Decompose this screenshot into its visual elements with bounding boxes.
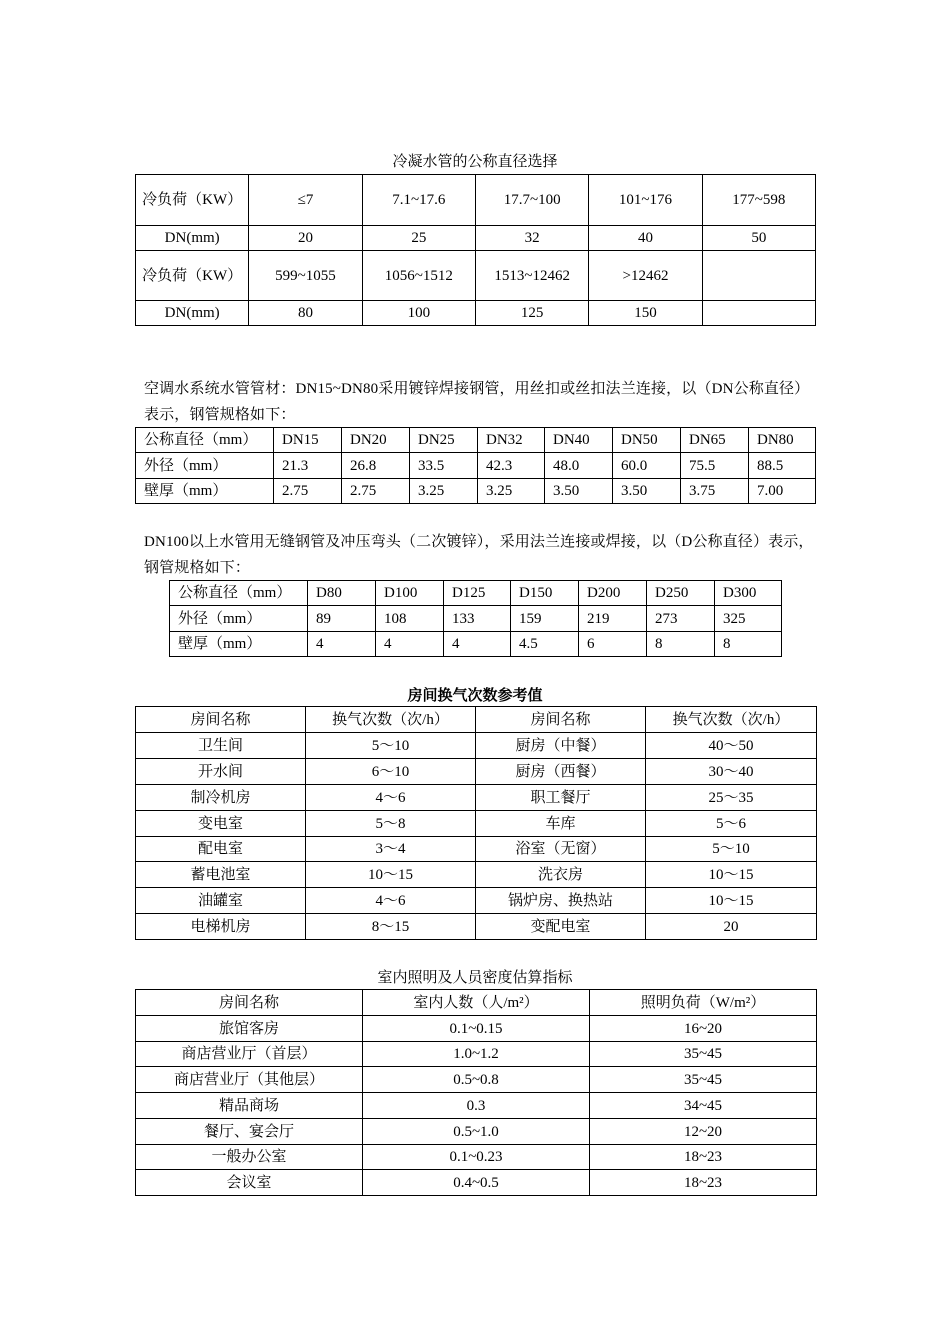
table-cell: 80 [249, 301, 362, 326]
table-cell: 89 [308, 606, 376, 632]
table-cell: 3.75 [681, 479, 749, 504]
table-cell: 26.8 [342, 453, 410, 479]
table-cell: 0.1~0.23 [363, 1145, 590, 1170]
table-cell: 旅馆客房 [136, 1016, 363, 1042]
table-cell: 16~20 [590, 1016, 817, 1042]
table-cell: 75.5 [681, 453, 749, 479]
table-cell: 3.50 [545, 479, 613, 504]
table-cell: 125 [475, 301, 588, 326]
table-cell: 职工餐厅 [476, 785, 646, 811]
table-cell: 商店营业厅（首层） [136, 1042, 363, 1067]
table-cell: 4.5 [511, 632, 579, 657]
table-cell: D100 [376, 581, 444, 606]
table-cell: 34~45 [590, 1093, 817, 1119]
table-cell: 101~176 [589, 175, 702, 226]
row-header: 壁厚（mm） [136, 479, 274, 504]
table-cell: 100 [362, 301, 475, 326]
column-header: 房间名称 [476, 707, 646, 733]
table-cell: 7.00 [749, 479, 816, 504]
table-cell: 133 [444, 606, 511, 632]
table-cell: D250 [647, 581, 715, 606]
table-cell: 32 [475, 226, 588, 251]
table-cell: 1056~1512 [362, 251, 475, 301]
table-cell: 变电室 [136, 811, 306, 837]
table-cell: 18~23 [590, 1145, 817, 1170]
table-cell: 0.4~0.5 [363, 1170, 590, 1196]
welded-pipe-paragraph: 空调水系统水管管材：DN15~DN80采用镀锌焊接钢管，用丝扣或丝扣法兰连接，以（DN公称直径）表示，钢管规格如下： [144, 381, 810, 423]
table-cell: 一般办公室 [136, 1145, 363, 1170]
lighting-density-table-title: 室内照明及人员密度估算指标 [377, 970, 573, 986]
table-cell: 599~1055 [249, 251, 362, 301]
table-cell: 33.5 [410, 453, 478, 479]
table-cell: >12462 [589, 251, 702, 301]
table-cell: 浴室（无窗） [476, 837, 646, 862]
table-cell: 2.75 [274, 479, 342, 504]
row-header: 外径（mm） [170, 606, 308, 632]
column-header: 房间名称 [136, 707, 306, 733]
table-cell: 7.1~17.6 [362, 175, 475, 226]
table-cell: 4～6 [306, 785, 476, 811]
table-cell: 油罐室 [136, 888, 306, 914]
table-cell: 1513~12462 [475, 251, 588, 301]
table-cell: 0.5~1.0 [363, 1119, 590, 1145]
table-cell: 50 [702, 226, 815, 251]
table-cell: 3～4 [306, 837, 476, 862]
table-cell: 配电室 [136, 837, 306, 862]
cell-header-cooling-load: 冷负荷（KW） [136, 175, 249, 226]
table-cell: 273 [647, 606, 715, 632]
column-header: 房间名称 [136, 990, 363, 1016]
table-cell: 5～10 [646, 837, 817, 862]
table-cell: 精品商场 [136, 1093, 363, 1119]
table-cell: 0.3 [363, 1093, 590, 1119]
table-cell: 6 [579, 632, 647, 657]
table-cell: 4 [308, 632, 376, 657]
table-cell: 5～8 [306, 811, 476, 837]
table-cell: 4 [376, 632, 444, 657]
welded-steel-pipe-table [135, 427, 816, 504]
table-cell: 6～10 [306, 759, 476, 785]
row-header: 外径（mm） [136, 453, 274, 479]
column-header: 换气次数（次/h） [306, 707, 476, 733]
table-cell: 40～50 [646, 733, 817, 759]
seamless-pipe-paragraph: DN100以上水管用无缝钢管及冲压弯头（二次镀锌），采用法兰连接或焊接，以（D公称直径）表示，钢管规格如下： [144, 534, 814, 576]
table-cell: 蓄电池室 [136, 862, 306, 888]
air-change-rate-table [135, 706, 817, 940]
table-cell: 150 [589, 301, 702, 326]
table-cell: DN65 [681, 428, 749, 453]
table-cell: DN50 [613, 428, 681, 453]
table-cell: 25～35 [646, 785, 817, 811]
table-cell: 159 [511, 606, 579, 632]
table-cell: 2.75 [342, 479, 410, 504]
table-cell: 35~45 [590, 1067, 817, 1093]
table-cell: 20 [249, 226, 362, 251]
table-cell: 21.3 [274, 453, 342, 479]
table-cell: 10～15 [306, 862, 476, 888]
table-cell: 变配电室 [476, 914, 646, 940]
table-cell: DN15 [274, 428, 342, 453]
table-cell: D150 [511, 581, 579, 606]
table-cell: 40 [589, 226, 702, 251]
table-cell: 3.25 [478, 479, 545, 504]
table-cell: 177~598 [702, 175, 815, 226]
table-cell: DN20 [342, 428, 410, 453]
table-cell [702, 251, 815, 301]
condensate-pipe-table [135, 174, 816, 326]
table-cell: 108 [376, 606, 444, 632]
air-change-table-title: 房间换气次数参考值 [407, 688, 543, 704]
column-header: 换气次数（次/h） [646, 707, 817, 733]
table-cell: 会议室 [136, 1170, 363, 1196]
table-cell: 锅炉房、换热站 [476, 888, 646, 914]
table-cell: 3.25 [410, 479, 478, 504]
table-cell: DN25 [410, 428, 478, 453]
cell-header-dn: DN(mm) [136, 301, 249, 326]
table-cell: 18~23 [590, 1170, 817, 1196]
table-cell: D200 [579, 581, 647, 606]
table-cell: 48.0 [545, 453, 613, 479]
table-cell: 8 [715, 632, 782, 657]
table-cell: 制冷机房 [136, 785, 306, 811]
table-cell: 5～6 [646, 811, 817, 837]
table-cell: 3.50 [613, 479, 681, 504]
table-cell: D80 [308, 581, 376, 606]
table-cell: 42.3 [478, 453, 545, 479]
table-cell: 卫生间 [136, 733, 306, 759]
table-cell: 60.0 [613, 453, 681, 479]
column-header: 照明负荷（W/m²） [590, 990, 817, 1016]
table-cell: D300 [715, 581, 782, 606]
table-cell: 4～6 [306, 888, 476, 914]
table-cell: 电梯机房 [136, 914, 306, 940]
table-cell: 20 [646, 914, 817, 940]
table-cell: 车库 [476, 811, 646, 837]
table-cell: 8 [647, 632, 715, 657]
table-cell: 10～15 [646, 888, 817, 914]
seamless-steel-pipe-table [169, 580, 782, 657]
lighting-occupancy-table [135, 989, 817, 1196]
table-cell: 325 [715, 606, 782, 632]
table-cell: 5～10 [306, 733, 476, 759]
table-cell: 开水间 [136, 759, 306, 785]
table-cell: 219 [579, 606, 647, 632]
table-cell: D125 [444, 581, 511, 606]
cell-header-dn: DN(mm) [136, 226, 249, 251]
table-cell: DN32 [478, 428, 545, 453]
table-cell: 30～40 [646, 759, 817, 785]
table-cell: 厨房（中餐） [476, 733, 646, 759]
table-cell: 餐厅、宴会厅 [136, 1119, 363, 1145]
table-cell: 10～15 [646, 862, 817, 888]
table-cell: 0.5~0.8 [363, 1067, 590, 1093]
condensate-table-title: 冷凝水管的公称直径选择 [392, 154, 558, 170]
table-cell: ≤7 [249, 175, 362, 226]
row-header: 公称直径（mm） [170, 581, 308, 606]
table-cell: 4 [444, 632, 511, 657]
row-header: 公称直径（mm） [136, 428, 274, 453]
table-cell: 厨房（西餐） [476, 759, 646, 785]
table-cell: 商店营业厅（其他层） [136, 1067, 363, 1093]
table-cell: 8～15 [306, 914, 476, 940]
table-cell: 35~45 [590, 1042, 817, 1067]
table-cell: DN40 [545, 428, 613, 453]
table-cell [702, 301, 815, 326]
table-cell: 洗衣房 [476, 862, 646, 888]
table-cell: 88.5 [749, 453, 816, 479]
column-header: 室内人数（人/m²） [363, 990, 590, 1016]
row-header: 壁厚（mm） [170, 632, 308, 657]
table-cell: 17.7~100 [475, 175, 588, 226]
table-cell: DN80 [749, 428, 816, 453]
table-cell: 12~20 [590, 1119, 817, 1145]
table-cell: 25 [362, 226, 475, 251]
table-cell: 0.1~0.15 [363, 1016, 590, 1042]
cell-header-cooling-load: 冷负荷（KW） [136, 251, 249, 301]
table-cell: 1.0~1.2 [363, 1042, 590, 1067]
